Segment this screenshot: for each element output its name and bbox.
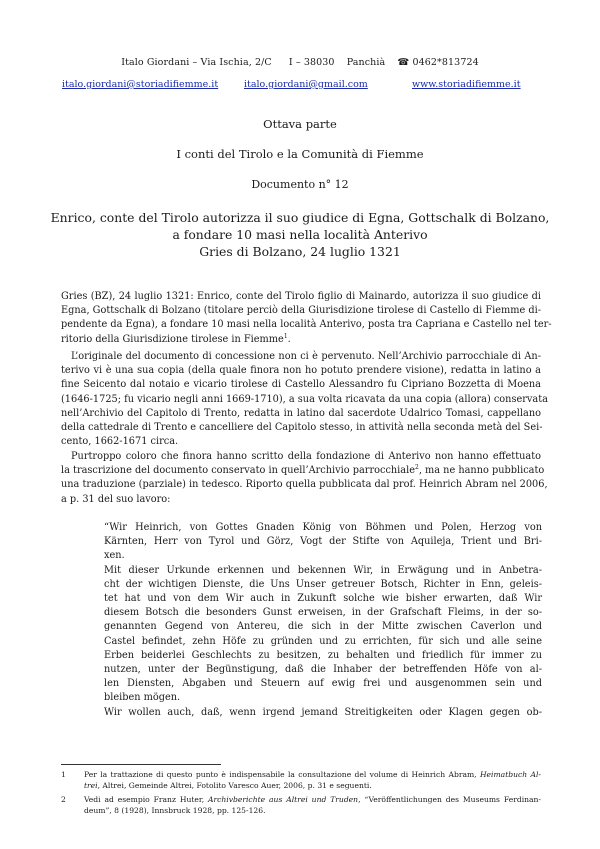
telephone-icon: ☎ (397, 57, 410, 68)
text-line: Egna, Gottschalk di Bolzano (titolare perciò della Giurisdizione tirolese di Castello di Fiemme di- (61, 305, 541, 317)
part-title: Ottava parte (263, 117, 337, 131)
text-line: cento, 1662-1671 circa. (61, 436, 179, 448)
website-link[interactable]: www.storiadifiemme.it (412, 79, 521, 90)
paragraph-original (61, 350, 548, 449)
quote-line: Erben beiderlei Geschlechts zu besitzen, zu behalten und friedlich für immer zu (104, 649, 542, 661)
town: Panchià (346, 57, 386, 68)
regest-paragraph (61, 290, 552, 347)
subject-date: Gries di Bolzano, 24 luglio 1321 (199, 244, 401, 259)
text-line: nell’Archivio del Capitolo di Trento, redatta in latino dal sacerdote Udalrico Tomasi, cappellano (61, 407, 541, 419)
footnote-ref-2[interactable]: 2 (415, 463, 419, 471)
footnote-line: Per la trattazione di questo punto è indispensabile la consultazione del volume di Heinrich Abram, Heimatbuch Al- (84, 770, 541, 779)
quote-line: diesem Botsch die besonders Gunst erweisen, in der Grafschaft Fleims, in der so- (104, 607, 542, 619)
quote-line: Castel befindet, zehn Höfe zu gründen und zu errichten, für sich und alle seine (104, 635, 542, 647)
document-number: Documento n° 12 (251, 178, 349, 191)
quote-line: genannten Gegend von Antereu, die sich in der Mitte zwischen Caverlon und (104, 621, 542, 633)
quote-line: len Diensten, Abgaben und Steuern auf ewig frei und ausgenommen sein und (104, 678, 542, 690)
text-line: una traduzione (parziale) in tedesco. Riporto quella pubblicata dal prof. Heinrich Abram nel 2006, (61, 479, 548, 491)
quote-line: Kärnten, Herr von Tyrol und Görz, Vogt der Stifte von Aquileja, Trient und Bri- (104, 536, 542, 548)
document-subject (0, 209, 600, 260)
paragraph-translation (61, 450, 548, 507)
email-link-2[interactable]: italo.giordani@gmail.com (244, 79, 368, 90)
email-link-1[interactable]: italo.giordani@storiadifiemme.it (62, 79, 219, 90)
quote-line: Mit dieser Urkunde erkennen und bekennen Wir, in Erwägung und in Anbetra- (104, 564, 542, 576)
quote-line: cht der wichtigen Dienste, die Uns Unser getreuer Botsch, Richter in Enn, geleis- (104, 578, 542, 590)
footnote-number: 2 (61, 795, 66, 804)
text-line: L’originale del documento di concessione non ci è pervenuto. Nell’Archivio parrocchiale di An- (71, 351, 541, 362)
footnote-line: deum”, 8 (1928), Innsbruck 1928, pp. 125-126. (84, 806, 266, 815)
text-line: Purtroppo coloro che finora hanno scritto della fondazione di Anterivo non hanno effettuato (71, 451, 541, 462)
footnote-number: 1 (61, 770, 66, 779)
quote-line: “Wir Heinrich, von Gottes Gnaden König von Böhmen und Polen, Herzog von (104, 522, 542, 533)
subject-line: Enrico, conte del Tirolo autorizza il suo giudice di Egna, Gottschalk di Bolzano, (50, 210, 550, 225)
text-line: ritorio della Giurisdizione tirolese in Fiemme$^1$. (61, 332, 291, 345)
footnote-line: trei, Altrei, Gemeinde Altrei, Fotolito Varesco Auer, 2006, p. 31 e seguenti. (84, 781, 372, 790)
quote-line: bleiben mögen. (104, 692, 181, 704)
text-line: a p. 31 del suo lavoro: (61, 493, 171, 505)
text-line: fine Seicento dal notaio e vicario tirolese di Castello Alessandro fu Cipriano Bozzetta di Moena (61, 379, 541, 391)
text-line: (1646-1725; fu vicario negli anni 1669-1710), a sua volta ricavata da una copia (allora) conservata (61, 393, 548, 405)
footnote-ref-1[interactable]: 1 (283, 332, 288, 340)
text-line: terivo vi è una sua copia (della quale finora non ho potuto prendere visione), redatta in latino a (61, 365, 541, 377)
quote-line: nutzen, unter der Begünstigung, daß die Inhaber der betreffenden Höfe von al- (104, 664, 542, 676)
german-quotation (104, 521, 542, 720)
quote-line: tet hat und von dem Wir auch in Zukunft solche wie bisher erwarten, daß Wir (104, 593, 542, 605)
subject-line: a fondare 10 masi nella località Anterivo (172, 227, 428, 242)
phone-number: 0462*813724 (412, 57, 479, 68)
text-line: Gries (BZ), 24 luglio 1321: Enrico, conte del Tirolo figlio di Mainardo, autorizza il suo giudice di (61, 291, 541, 302)
postal-code: I – 38030 (288, 57, 335, 68)
section-title: I conti del Tirolo e la Comunità di Fiemme (176, 147, 424, 161)
text-line: pendente da Egna), a fondare 10 masi nella località Anterivo, posta tra Capriana e Castello nel ter- (61, 319, 552, 331)
footnote-separator (61, 764, 221, 765)
footnote-line: Vedi ad esempio Franz Huter, Archivberichte aus Altrei und Truden, “Veröffentlichungen des Museums Ferdinan- (84, 795, 541, 804)
quote-line: xen. (104, 550, 125, 562)
address: Italo Giordani – Via Ischia, 2/C (121, 57, 272, 68)
quote-line: Wir wollen auch, daß, wenn irgend jemand Streitigkeiten oder Klagen gegen ob- (104, 706, 542, 718)
text-line: della cattedrale di Trento e cancelliere del Capitolo stesso, in attività nella seconda metà del Sei- (61, 422, 543, 434)
text-line: la trascrizione del documento conservato in quell’Archivio parrocchiale$^2$, ma ne hanno pubblicato (61, 463, 545, 477)
letterhead (0, 57, 600, 68)
